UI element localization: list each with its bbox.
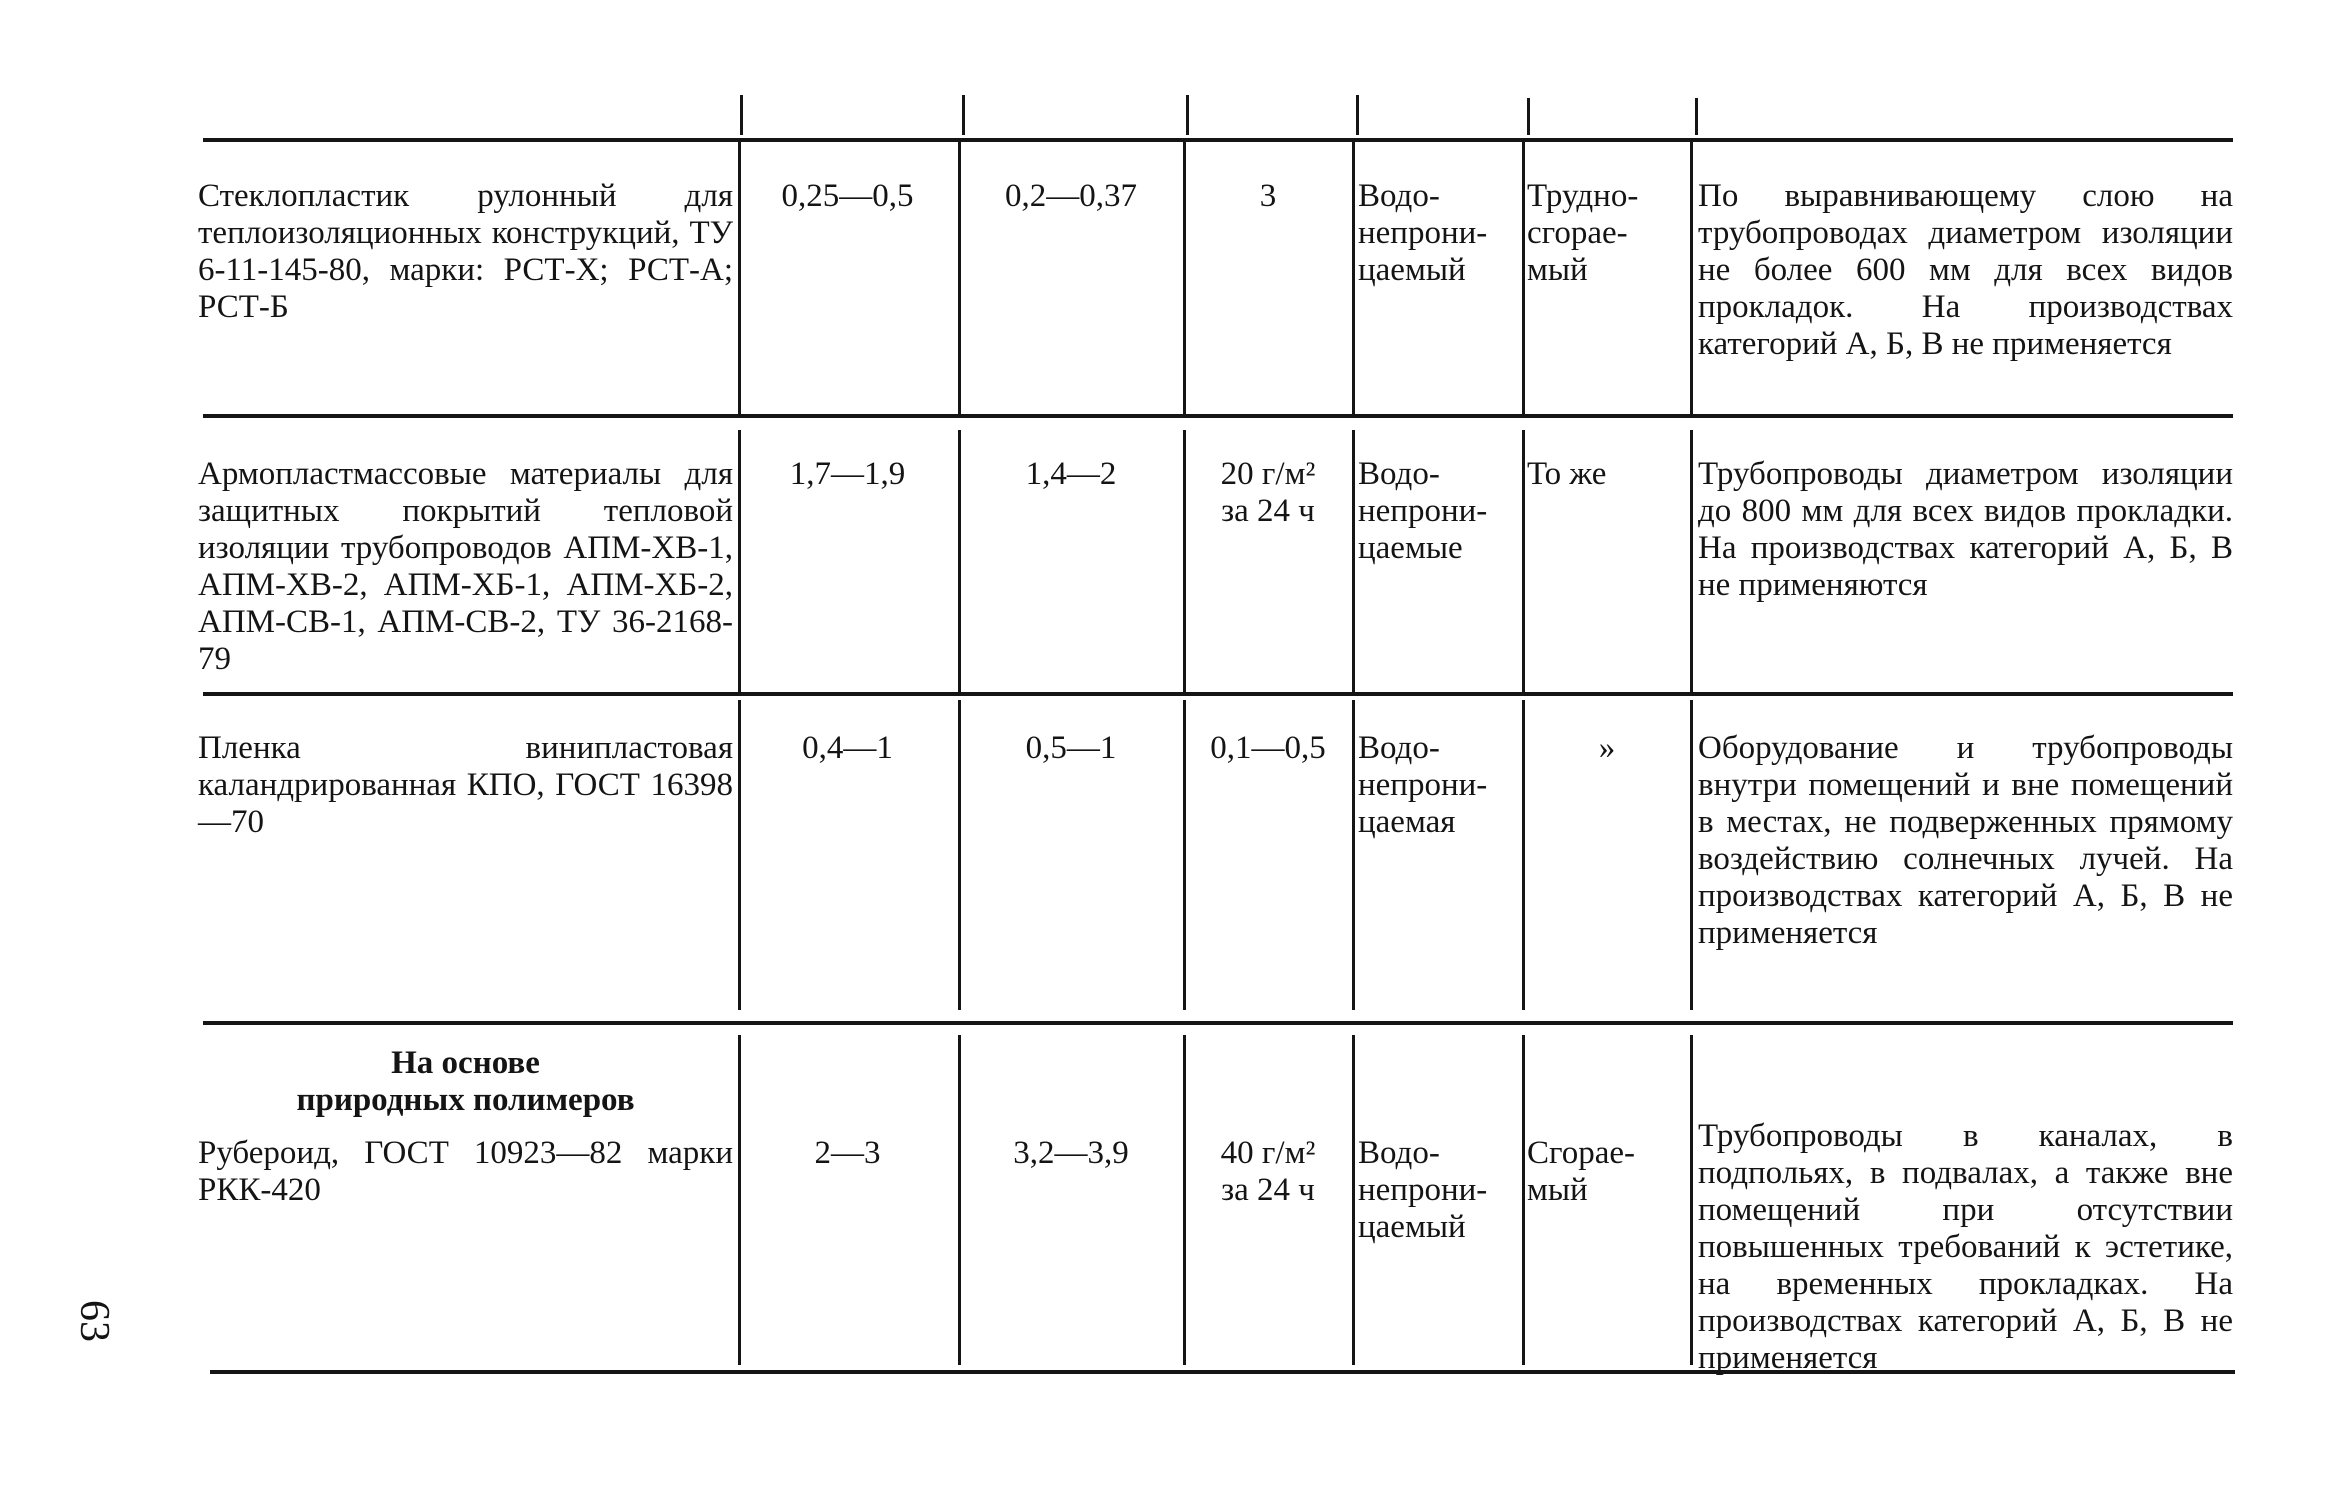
row-2-material: Армопластмассовые материалы для защитных покрытий тепловой изоляции трубопроводов АПМ-ХВ-1, АПМ-ХВ-2, АПМ-ХБ-1, АПМ-ХБ-2, АПМ-СВ-1, АПМ-СВ-2, ТУ 36-2168-79 — [198, 456, 733, 677]
row-4-col2: 3,2—3,9 — [1013, 1135, 1129, 1171]
row-4-col1: 2—3 — [814, 1135, 881, 1171]
col-sep-6 — [1690, 142, 1693, 414]
col-sep-4 — [1352, 142, 1355, 414]
col-sep-5 — [1522, 700, 1525, 1010]
row-3-material: Пленка винипластовая каландрированная КПО, ГОСТ 16398—70 — [198, 730, 733, 840]
row-2-col2: 1,4—2 — [1025, 456, 1117, 492]
col-sep-1 — [738, 430, 741, 692]
row-3-col3: 0,1—0,5 — [1210, 730, 1326, 766]
row-1-col1: 0,25—0,5 — [781, 178, 914, 214]
header-col-mark-5 — [1527, 98, 1530, 135]
row-3-col6: Оборудование и трубопроводы внутри помещений и вне помещений в местах, не подверженных прямому воздействию солнечных лучей. На производствах категорий А, Б, В не применяется — [1698, 730, 2233, 951]
row-1-col2: 0,2—0,37 — [1005, 178, 1137, 214]
section-heading: На основе природных полимеров — [296, 1045, 635, 1118]
col-sep-5 — [1522, 142, 1525, 414]
col-sep-3 — [1183, 142, 1186, 414]
row-3-col5: » — [1598, 730, 1616, 766]
row-2-col6: Трубопроводы диаметром изоляции до 800 мм для всех видов прокладки. На производствах категорий А, Б, В не применяются — [1698, 456, 2233, 603]
row-1-col3: 3 — [1259, 178, 1277, 214]
row-3-col4: Водо- непрони- цаемая — [1358, 730, 1488, 840]
row-2-col5: То же — [1527, 456, 1607, 492]
row-4-col5: Сгорае- мый — [1527, 1135, 1636, 1208]
row-2-col1: 1,7—1,9 — [789, 456, 906, 492]
row-2-col4: Водо- непрони- цаемые — [1358, 456, 1488, 566]
col-sep-2 — [958, 430, 961, 692]
col-sep-1 — [738, 142, 741, 414]
col-sep-6 — [1690, 700, 1693, 1010]
col-sep-2 — [958, 700, 961, 1010]
col-sep-3 — [1183, 430, 1186, 692]
col-sep-3 — [1183, 700, 1186, 1010]
header-col-mark-4 — [1356, 95, 1359, 135]
col-sep-3 — [1183, 1035, 1186, 1365]
row-3-col1: 0,4—1 — [802, 730, 893, 766]
table-top-rule — [203, 138, 2233, 142]
col-sep-4 — [1352, 1035, 1355, 1365]
col-sep-1 — [738, 1035, 741, 1365]
header-col-mark-3 — [1186, 95, 1189, 135]
col-sep-1 — [738, 700, 741, 1010]
col-sep-4 — [1352, 430, 1355, 692]
row-4-col4: Водо- непрони- цаемый — [1358, 1135, 1488, 1245]
row-separator-1 — [203, 414, 2233, 418]
page-number: 63 — [71, 1300, 117, 1342]
row-separator-3 — [203, 1021, 2233, 1025]
col-sep-6 — [1690, 430, 1693, 692]
row-1-col4: Водо- непрони- цаемый — [1358, 178, 1488, 288]
col-sep-6 — [1690, 1035, 1693, 1365]
col-sep-4 — [1352, 700, 1355, 1010]
header-col-mark-1 — [740, 95, 743, 135]
row-2-col3: 20 г/м² за 24 ч — [1220, 456, 1316, 529]
row-separator-2 — [203, 692, 2233, 696]
row-4-material: Рубероид, ГОСТ 10923—82 марки РКК-420 — [198, 1135, 733, 1208]
header-col-mark-6 — [1695, 98, 1698, 135]
row-4-col3: 40 г/м² за 24 ч — [1220, 1135, 1316, 1208]
row-3-col2: 0,5—1 — [1025, 730, 1117, 766]
row-4-col6: Трубопроводы в каналах, в подпольях, в подвалах, а также вне помещений при отсутствии повышенных требований к эстетике, на временных прокладках. На производствах категорий А, Б, В не применяется — [1698, 1118, 2233, 1376]
row-1-material: Стеклопластик рулонный для теплоизоляционных конструкций, ТУ 6-11-145-80, марки: РСТ-Х; РСТ-А; РСТ-Б — [198, 178, 733, 325]
col-sep-5 — [1522, 430, 1525, 692]
header-col-mark-2 — [962, 95, 965, 135]
row-1-col5: Трудно- сгорае- мый — [1527, 178, 1639, 288]
col-sep-2 — [958, 1035, 961, 1365]
col-sep-5 — [1522, 1035, 1525, 1365]
col-sep-2 — [958, 142, 961, 414]
row-1-col6: По выравнивающему слою на трубопроводах диаметром изоляции не более 600 мм для всех видов прокладок. На производствах категорий А, Б, В не применяется — [1698, 178, 2233, 362]
